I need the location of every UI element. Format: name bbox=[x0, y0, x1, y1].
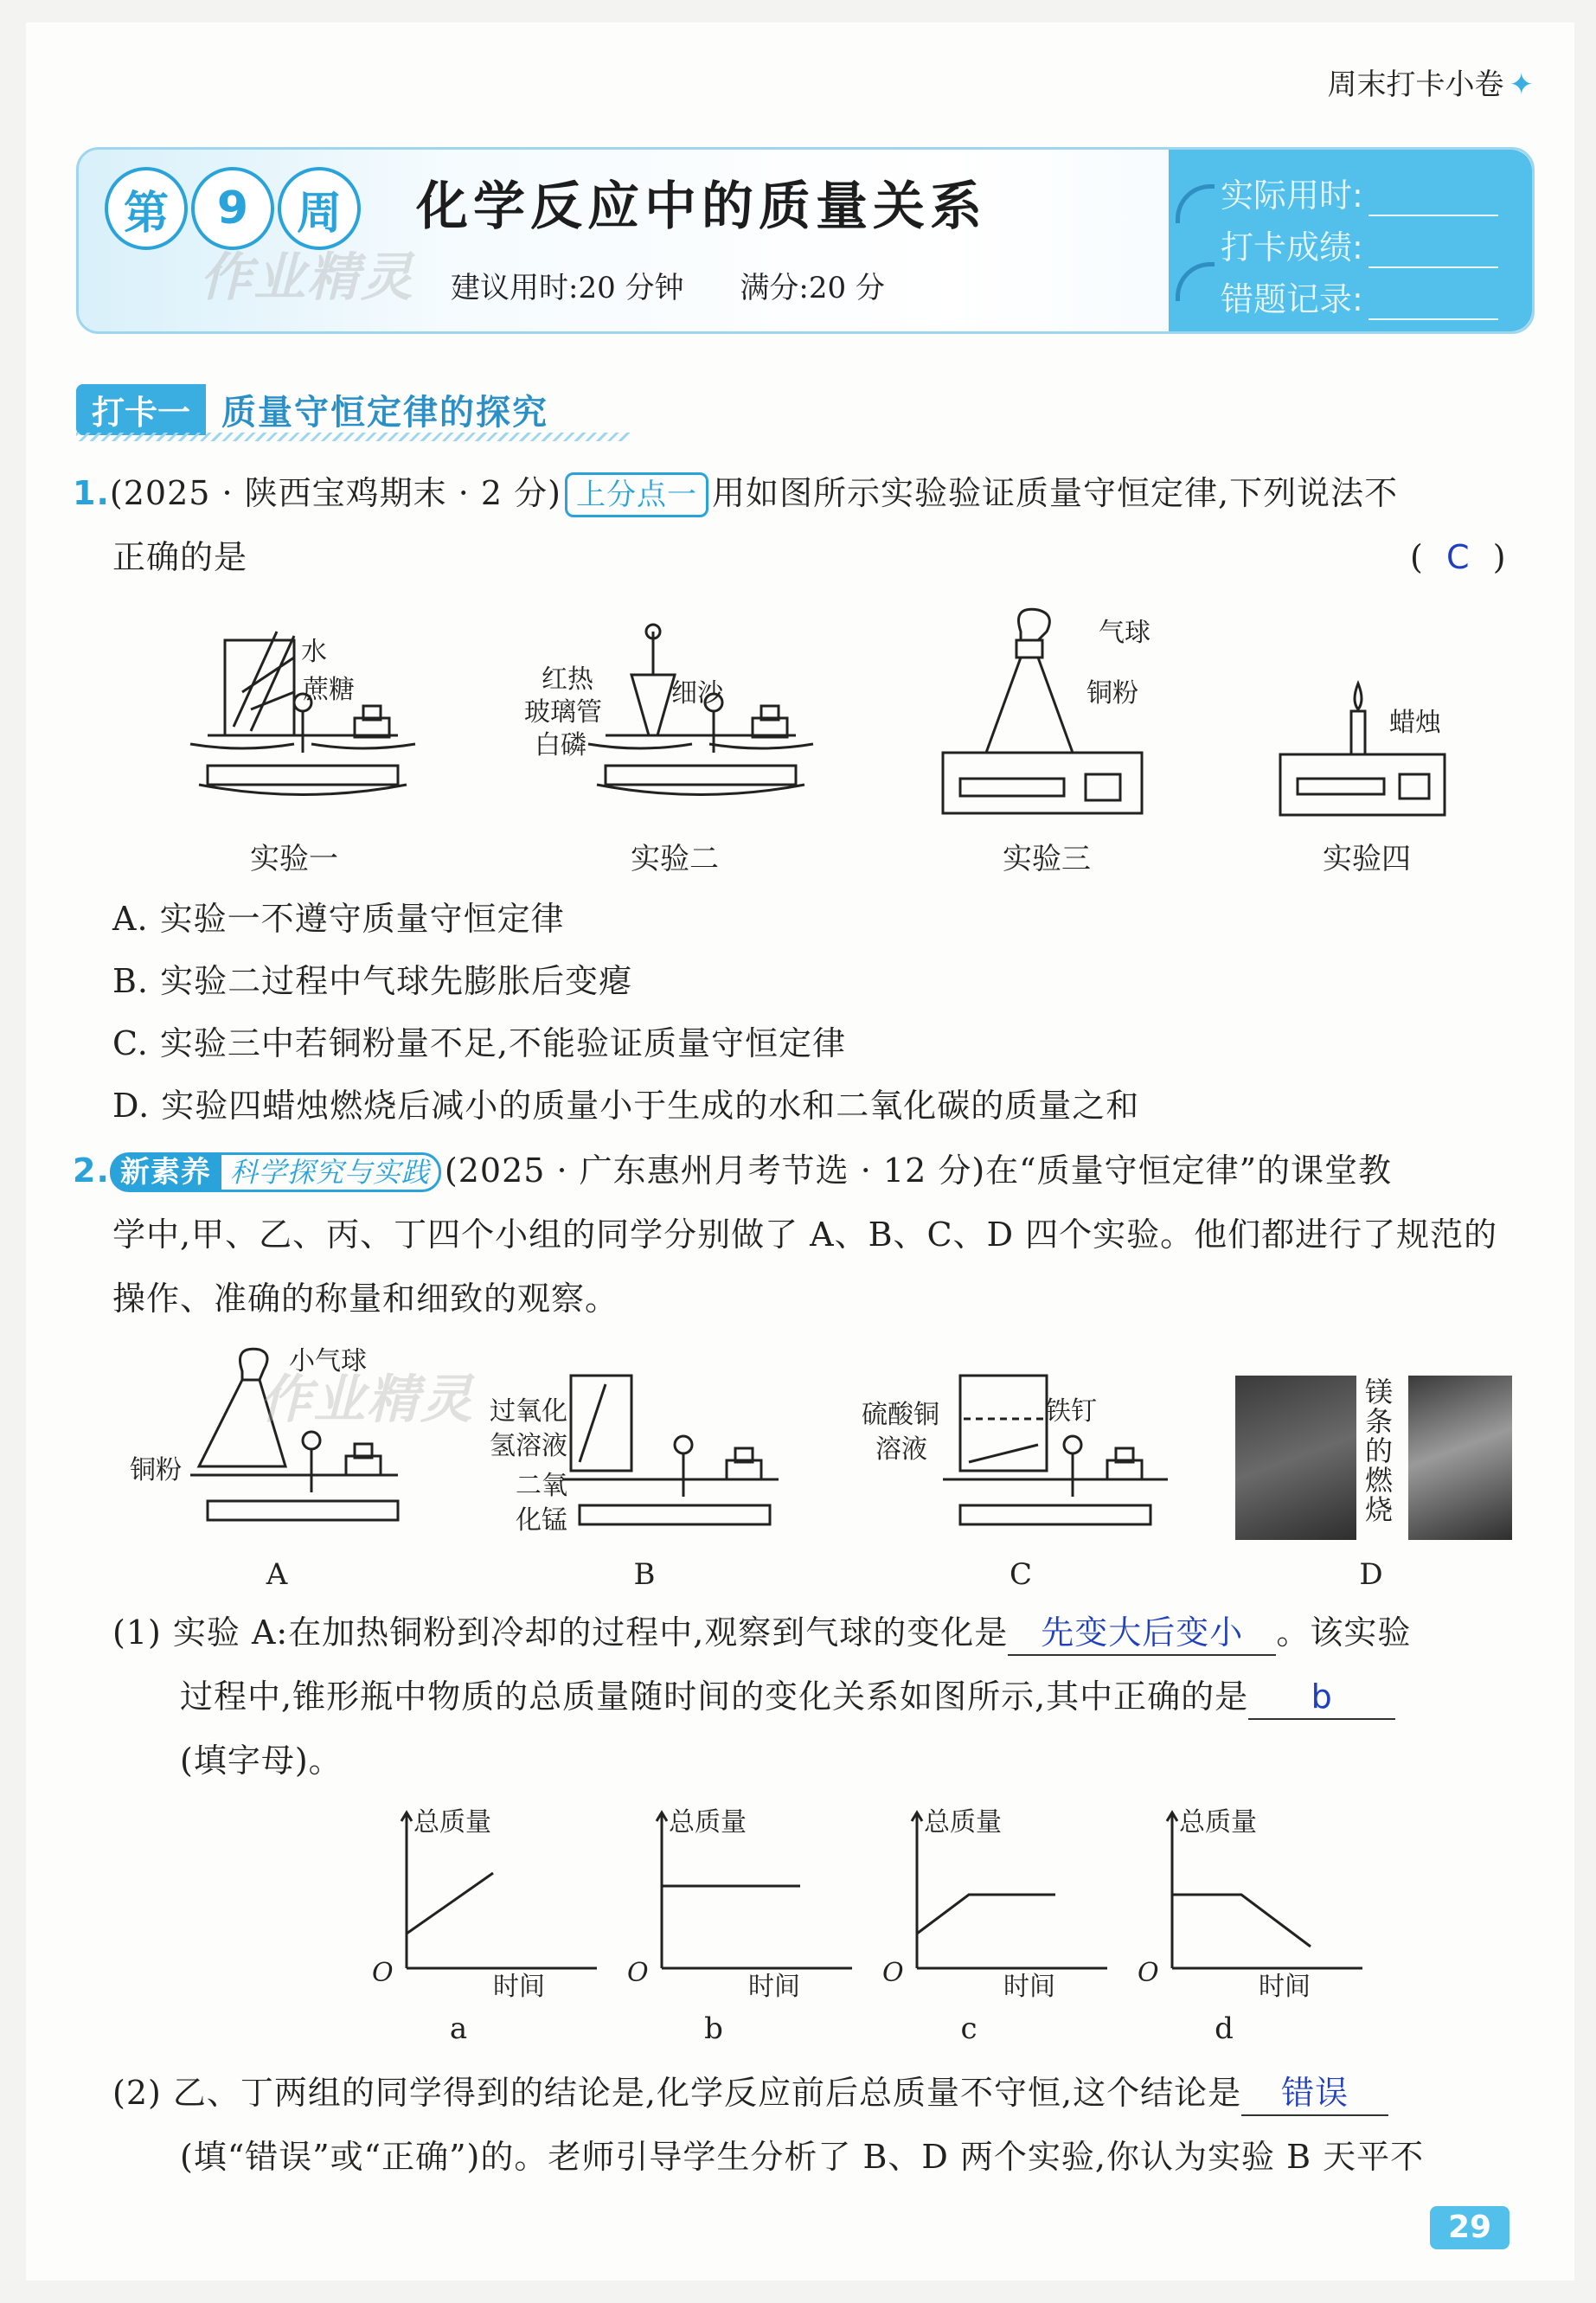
figure-caption: C bbox=[1009, 1557, 1032, 1592]
q2-line1: 2. 新素养 科学探究与实践 (2025 · 广东惠州月考节选 · 12 分)在“质量守恒定律”的课堂教 bbox=[73, 1139, 1392, 1203]
graph-caption: b bbox=[704, 2011, 723, 2046]
watermark: 作业精灵 bbox=[200, 247, 414, 308]
q1-line1: 1.(2025 · 陕西宝鸡期末 · 2 分) 上分点一 用如图所示实验验证质量守恒定律,下列说法不 bbox=[73, 461, 1398, 525]
section-header bbox=[76, 385, 548, 433]
option-b[interactable]: B. 实验二过程中气球先膨胀后变瘪 bbox=[112, 962, 633, 1000]
origin-label: O bbox=[1138, 1958, 1159, 1988]
question-number: 1. bbox=[73, 474, 110, 512]
fig-label: 白磷 bbox=[535, 730, 586, 760]
wrong-record-field[interactable]: 错题记录: bbox=[1221, 273, 1498, 320]
figure-b bbox=[554, 1367, 813, 1549]
fig-label: 氢溶液 bbox=[490, 1431, 567, 1461]
graph-caption: a bbox=[449, 2011, 468, 2046]
magnesium-photo-before bbox=[1235, 1376, 1356, 1540]
figure-caption: D bbox=[1359, 1557, 1383, 1592]
origin-label: O bbox=[627, 1958, 649, 1988]
mass-curve bbox=[917, 1895, 1055, 1934]
hook-icon bbox=[1176, 184, 1215, 223]
magnesium-photo-burning bbox=[1408, 1376, 1512, 1540]
fig-label: 铁钉 bbox=[1045, 1396, 1097, 1427]
section-underline bbox=[76, 433, 630, 441]
q2-sub2-line1: (2) 乙、丁两组的同学得到的结论是,化学反应前后总质量不守恒,这个结论是 错误 bbox=[112, 2061, 1388, 2125]
week-char: 周 bbox=[278, 167, 361, 250]
question-number: 2. bbox=[73, 1152, 110, 1190]
fig-label: 铜粉 bbox=[130, 1455, 182, 1485]
figure-caption: 实验四 bbox=[1323, 842, 1411, 876]
q1-answer-paren: ( C ) bbox=[1410, 538, 1507, 576]
fig-label: 化锰 bbox=[516, 1505, 567, 1536]
page-number: 29 bbox=[1430, 2206, 1509, 2249]
fig-label: 蔗糖 bbox=[303, 675, 355, 705]
hook-icon bbox=[1176, 262, 1215, 301]
answer-blank[interactable]: 先变大后变小 bbox=[1008, 1611, 1276, 1656]
graph-caption: c bbox=[960, 2011, 977, 2046]
q2-sub1-line1: (1) 实验 A:在加热铜粉到冷却的过程中,观察到气球的变化是 先变大后变小 。该实验 bbox=[112, 1601, 1411, 1665]
fig-label: 蜡烛 bbox=[1389, 708, 1441, 738]
q2-sub1-line3: (填字母)。 bbox=[180, 1742, 343, 1780]
watermark: 作业精灵 bbox=[260, 1370, 474, 1430]
page-title: 化学反应中的质量关系 bbox=[416, 176, 987, 237]
x-label: 时间 bbox=[493, 1972, 545, 2002]
fig-label: 玻璃管 bbox=[524, 697, 602, 728]
week-char: 第 bbox=[105, 167, 188, 250]
figure-caption: A bbox=[266, 1557, 288, 1592]
option-d[interactable]: D. 实验四蜡烛燃烧后减小的质量小于生成的水和二氧化碳的质量之和 bbox=[112, 1087, 1140, 1125]
fig-label: 硫酸铜 bbox=[862, 1400, 939, 1430]
week-number: 9 bbox=[191, 167, 274, 250]
figure-caption: B bbox=[633, 1557, 656, 1592]
fig-label: 二氧 bbox=[516, 1471, 567, 1501]
answer-blank[interactable]: 错误 bbox=[1241, 2071, 1388, 2116]
answer: C bbox=[1446, 538, 1471, 576]
fig-label: 铜粉 bbox=[1086, 678, 1138, 709]
mass-curve bbox=[407, 1873, 493, 1934]
figure-caption: 实验三 bbox=[1003, 842, 1091, 876]
fig-label: 气球 bbox=[1099, 618, 1151, 648]
corner-label: 周末打卡小卷 ✦ bbox=[1327, 67, 1534, 102]
figure-caption: 实验一 bbox=[250, 842, 338, 876]
fig-label: 过氧化 bbox=[490, 1396, 567, 1427]
time-info: 建议用时:20 分钟 满分:20 分 bbox=[451, 271, 885, 305]
badge: 科学探究与实践 bbox=[221, 1152, 441, 1192]
y-label: 总质量 bbox=[669, 1807, 747, 1838]
origin-label: O bbox=[372, 1958, 394, 1988]
section-tag: 打卡一 bbox=[76, 384, 206, 435]
graph-a bbox=[372, 1795, 597, 2046]
star-icon: ✦ bbox=[1509, 67, 1534, 102]
fig-label-vertical: 镁 条 的 燃 烧 bbox=[1364, 1376, 1393, 1526]
fig-label: 红热 bbox=[542, 664, 593, 695]
x-label: 时间 bbox=[1003, 1972, 1055, 2002]
graph-b bbox=[627, 1795, 852, 2046]
graph-c bbox=[882, 1795, 1107, 2046]
mass-curve bbox=[1172, 1895, 1311, 1947]
fig-label: 水 bbox=[301, 637, 327, 667]
badge: 新素养 bbox=[110, 1152, 221, 1192]
badge: 上分点一 bbox=[565, 472, 708, 517]
record-panel bbox=[1169, 150, 1532, 331]
actual-time-field[interactable]: 实际用时: bbox=[1221, 169, 1498, 216]
x-label: 时间 bbox=[1259, 1972, 1311, 2002]
x-label: 时间 bbox=[748, 1972, 800, 2002]
week-badge bbox=[105, 167, 361, 245]
q2-line3: 操作、准确的称量和细致的观察。 bbox=[112, 1280, 619, 1318]
y-label: 总质量 bbox=[413, 1807, 491, 1838]
origin-label: O bbox=[882, 1958, 904, 1988]
fig-label: 小气球 bbox=[289, 1346, 367, 1376]
q2-sub1-line2: 过程中,锥形瓶中物质的总质量随时间的变化关系如图所示,其中正确的是 b bbox=[180, 1665, 1395, 1729]
y-label: 总质量 bbox=[924, 1807, 1002, 1838]
y-label: 总质量 bbox=[1179, 1807, 1257, 1838]
section-name: 质量守恒定律的探究 bbox=[221, 392, 549, 433]
answer-blank[interactable]: b bbox=[1248, 1675, 1395, 1720]
graph-d bbox=[1138, 1795, 1362, 2046]
score-field[interactable]: 打卡成绩: bbox=[1221, 221, 1498, 268]
header-banner bbox=[76, 147, 1535, 334]
experiment4-figure bbox=[1272, 675, 1453, 822]
graph-caption: d bbox=[1215, 2011, 1234, 2046]
option-c[interactable]: C. 实验三中若铜粉量不足,不能验证质量守恒定律 bbox=[112, 1024, 846, 1062]
q2-line2: 学中,甲、乙、丙、丁四个小组的同学分别做了 A、B、C、D 四个实验。他们都进行了规范的 bbox=[112, 1216, 1498, 1254]
option-a[interactable]: A. 实验一不遵守质量守恒定律 bbox=[112, 900, 565, 938]
fig-label: 溶液 bbox=[875, 1434, 927, 1465]
q1-line2: 正确的是 bbox=[112, 538, 248, 576]
fig-label: 细沙 bbox=[671, 678, 723, 709]
q2-sub2-line2: (填“错误”或“正确”)的。老师引导学生分析了 B、D 两个实验,你认为实验 B 天平不 bbox=[180, 2138, 1425, 2176]
figure-caption: 实验二 bbox=[631, 842, 719, 876]
